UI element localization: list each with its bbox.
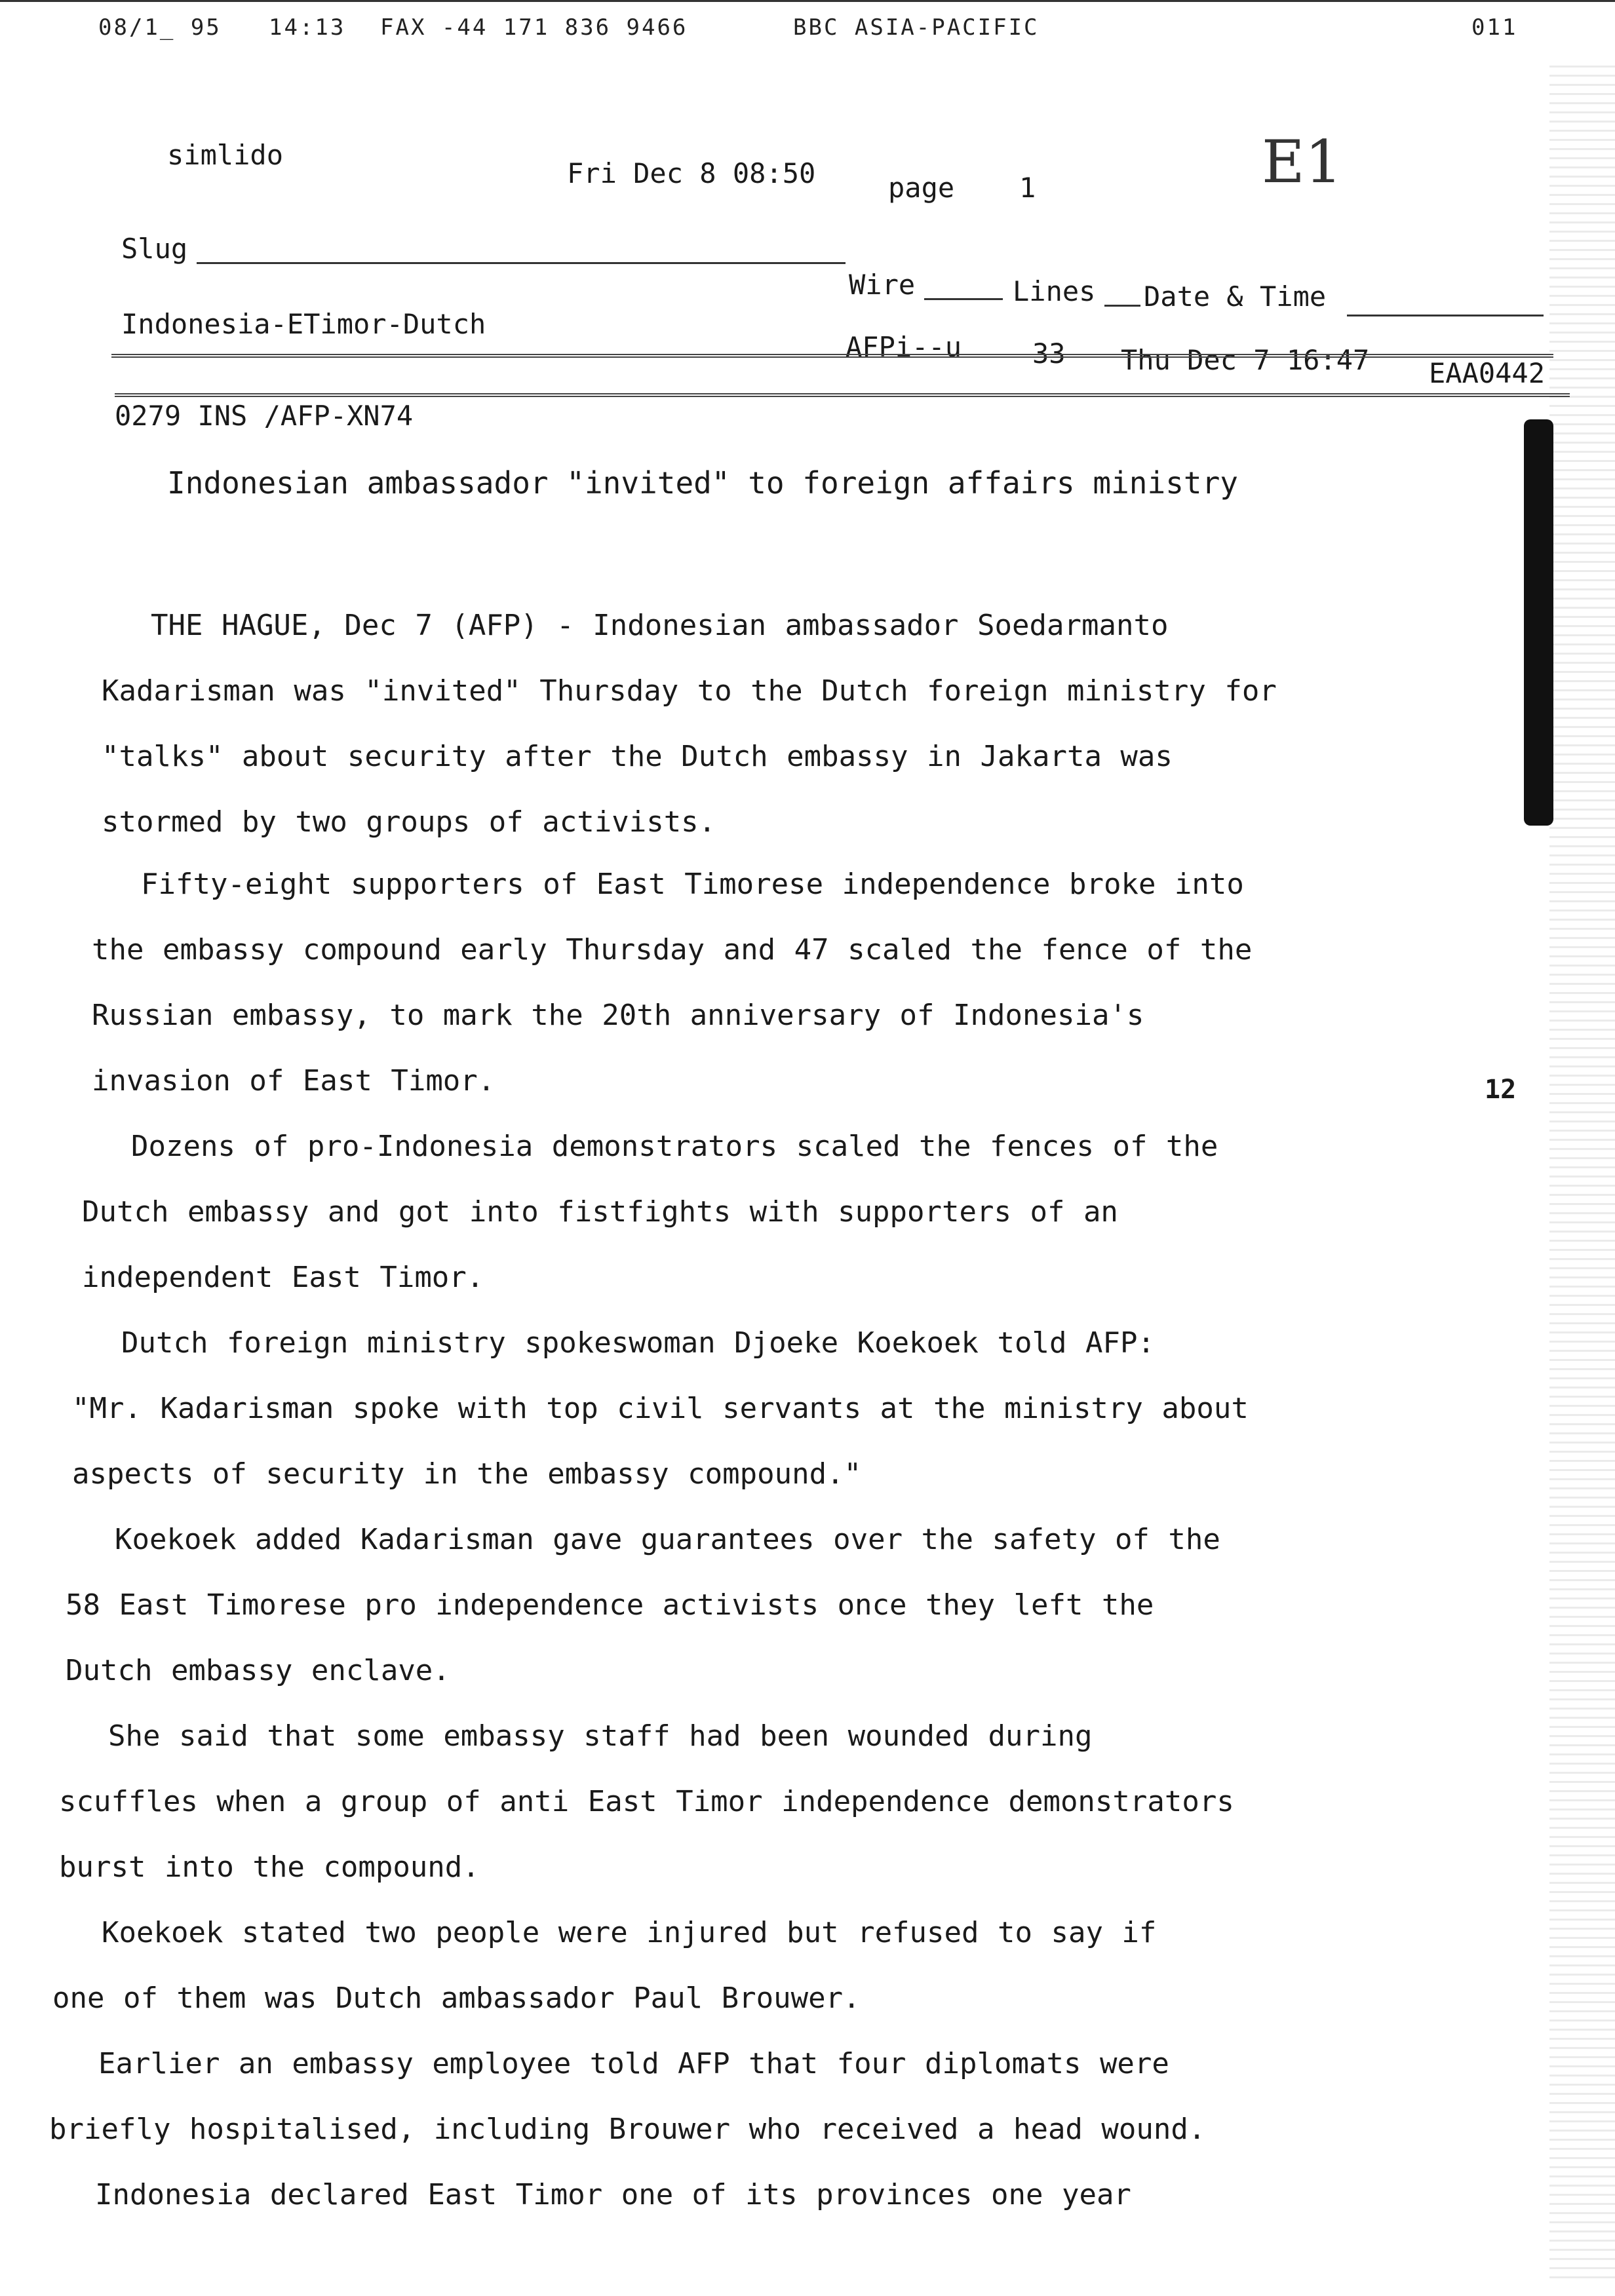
story-code: EAA0442 [1429, 357, 1546, 389]
paragraph-line: "talks" about security after the Dutch embassy in Jakarta was [102, 740, 1173, 773]
story-lines: 33 [1032, 337, 1066, 370]
sheet-page-number: 1 [1019, 172, 1036, 204]
paragraph-line: She said that some embassy staff had been wounded during [108, 1719, 1093, 1753]
paragraph-8 [49, 2031, 1412, 2162]
paragraph-line: Earlier an embassy employee told AFP that four diplomats were [98, 2047, 1169, 2080]
paragraph-line: THE HAGUE, Dec 7 (AFP) - Indonesian ambassador Soedarmanto [151, 609, 1169, 642]
sheet-page-label: page [888, 172, 955, 204]
paragraph-4 [72, 1311, 1435, 1507]
paragraph-line: "Mr. Kadarisman spoke with top civil servants at the ministry about [72, 1392, 1249, 1425]
slug-label: Slug [121, 233, 188, 265]
lines-underline [1104, 305, 1140, 307]
story-ref: 0279 INS /AFP-XN74 [115, 400, 414, 432]
paragraph-2 [92, 852, 1455, 1114]
paragraph-line: aspects of security in the embassy compound." [72, 1457, 862, 1491]
paragraph-9 [46, 2162, 1409, 2228]
paragraph-line: Koekoek added Kadarisman gave guarantees over the safety of the [115, 1523, 1220, 1556]
lines-label: Lines [1013, 275, 1096, 307]
slug-underline [197, 262, 846, 264]
scan-black-bar [1524, 419, 1553, 826]
paragraph-line: scuffles when a group of anti East Timor independence demonstrators [59, 1785, 1234, 1818]
sheet-datetime: Fri Dec 8 08:50 [567, 157, 816, 189]
paragraph-line: Dozens of pro-Indonesia demonstrators scaled the fences of the [131, 1130, 1218, 1163]
paragraph-line: Kadarisman was "invited" Thursday to the Dutch foreign ministry for [102, 674, 1277, 708]
paragraph-line: invasion of East Timor. [92, 1064, 496, 1098]
double-rule-lower [115, 393, 1570, 397]
story-slug: Indonesia-ETimor-Dutch [121, 308, 486, 340]
wire-label: Wire [849, 269, 916, 301]
paragraph-line: Dutch embassy enclave. [66, 1654, 450, 1687]
paragraph-line: Fifty-eight supporters of East Timorese independence broke into [141, 868, 1244, 901]
datetime-label: Date & Time [1144, 280, 1327, 313]
paragraph-line: briefly hospitalised, including Brouwer who received a head wound. [49, 2113, 1206, 2146]
fax-page-code: 011 [1471, 14, 1518, 41]
paragraph-line: independent East Timor. [82, 1261, 484, 1294]
fax-top-border [0, 0, 1615, 2]
paragraph-7 [52, 1900, 1416, 2031]
paragraph-line: one of them was Dutch ambassador Paul Brouwer. [52, 1981, 861, 2015]
fax-sender: BBC ASIA-PACIFIC [793, 14, 1040, 41]
paragraph-3 [82, 1114, 1445, 1311]
paragraph-1 [102, 593, 1465, 855]
handwritten-mark: E1 [1262, 128, 1342, 197]
margin-number: 12 [1485, 1075, 1517, 1105]
fax-date: 08/1_ 95 [98, 14, 222, 41]
paragraph-line: Russian embassy, to mark the 20th anniversary of Indonesia's [92, 999, 1144, 1032]
wire-underline [924, 298, 1003, 300]
paragraph-line: Indonesia declared East Timor one of its provinces one year [95, 2178, 1131, 2211]
story-wire: AFPi--u [846, 331, 962, 363]
scan-noise-strip [1549, 66, 1615, 2280]
paragraph-line: 58 East Timorese pro independence activists once they left the [66, 1588, 1154, 1622]
sheet-user: simlido [167, 139, 284, 171]
datetime-underline [1347, 315, 1544, 316]
story-datetime: Thu Dec 7 16:47 [1121, 344, 1370, 376]
fax-time: 14:13 [269, 14, 346, 41]
paragraph-line: Koekoek stated two people were injured but refused to say if [102, 1916, 1157, 1949]
paragraph-line: stormed by two groups of activists. [102, 805, 716, 839]
fax-number: FAX -44 171 836 9466 [380, 14, 688, 41]
paragraph-line: burst into the compound. [59, 1850, 480, 1884]
paragraph-5 [66, 1507, 1429, 1704]
paragraph-line: Dutch embassy and got into fistfights with supporters of an [82, 1195, 1118, 1229]
paragraph-line: Dutch foreign ministry spokeswoman Djoeke Koekoek told AFP: [121, 1326, 1155, 1360]
story-headline: Indonesian ambassador "invited" to foreign affairs ministry [167, 465, 1238, 501]
paragraph-6 [59, 1704, 1422, 1900]
double-rule-upper [111, 354, 1553, 358]
paragraph-line: the embassy compound early Thursday and 47 scaled the fence of the [92, 933, 1253, 966]
